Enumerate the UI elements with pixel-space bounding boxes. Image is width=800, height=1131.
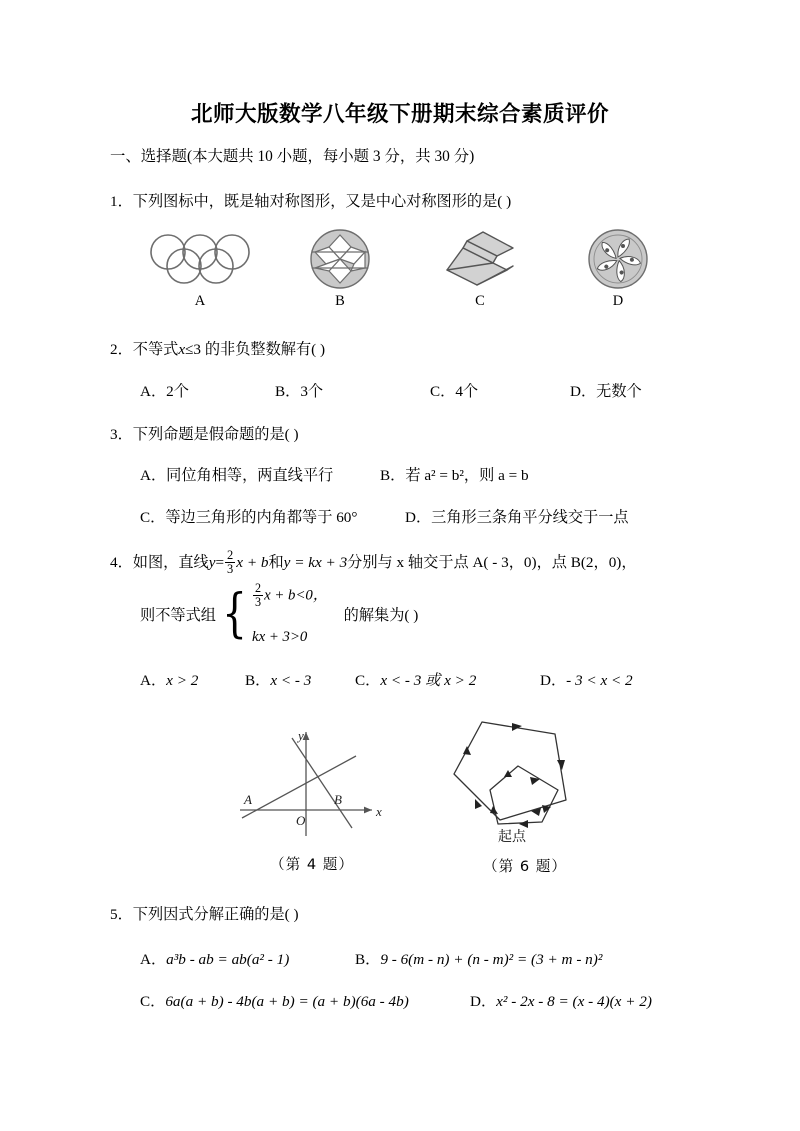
option-letter: B．	[355, 951, 381, 968]
y-axis-label: y	[298, 728, 304, 743]
question-3-text: 下列命题是假命题的是( )	[132, 426, 299, 443]
system-line-2	[252, 629, 328, 646]
question-4-equals: =	[215, 554, 225, 572]
question-4-and: 和	[268, 554, 284, 572]
question-4-y: y	[208, 554, 216, 572]
coordinate-lines-svg	[222, 718, 402, 846]
question-1-stem	[110, 192, 511, 212]
question-2-option-c[interactable]	[430, 382, 570, 402]
page-title: 北师大版数学八年级下册期末综合素质评价	[190, 102, 609, 127]
option-letter: D．	[540, 672, 567, 689]
option-text: 同位角相等，两直线平行	[166, 467, 334, 484]
start-point-label: 起点	[498, 829, 526, 845]
question-4-lead: 如图，直线	[132, 554, 209, 572]
option-text: 无数个	[596, 383, 642, 400]
option-text: a³b - ab = ab(a² - 1)	[166, 951, 290, 968]
question-4-option-d[interactable]	[540, 671, 633, 691]
question-1-text: 下列图标中，既是轴对称图形，又是中心对称图形的是( )	[132, 193, 512, 210]
nested-pentagons-figure	[430, 708, 620, 876]
question-5-options-line-2	[140, 992, 652, 1012]
icon-option-d-label: D	[612, 293, 624, 309]
question-1-number: 1．	[110, 193, 133, 210]
question-1-icon-options	[0, 228, 800, 328]
icon-option-c-label: C	[475, 293, 485, 309]
question-2-number: 2．	[110, 341, 133, 358]
question-3-option-d[interactable]	[405, 508, 629, 528]
question-3-number: 3．	[110, 426, 133, 443]
point-b-label: B	[334, 792, 342, 807]
question-4-fraction	[225, 549, 235, 576]
option-letter: C．	[140, 509, 166, 526]
question-5-option-b[interactable]	[355, 950, 602, 970]
question-4-xb: x + b	[236, 554, 269, 572]
option-text: x² - 2x - 8 = (x - 4)(x + 2)	[496, 993, 652, 1010]
question-3-options-line-2	[140, 508, 629, 528]
icon-option-a[interactable]	[140, 228, 260, 310]
system-lead-label: 则不等式组	[140, 607, 216, 625]
question-4-option-b[interactable]	[245, 671, 355, 691]
icon-option-b[interactable]	[280, 228, 400, 310]
icon-option-a-label: A	[194, 293, 206, 309]
option-letter: A．	[140, 672, 167, 689]
olympic-rings-icon	[140, 228, 260, 290]
option-letter: D．	[570, 383, 597, 400]
option-letter: C．	[140, 993, 166, 1010]
question-2-variable: x	[178, 341, 186, 358]
option-text: 三角形三条角平分线交于一点	[431, 509, 629, 526]
question-2-option-b[interactable]	[275, 382, 430, 402]
question-2-options	[140, 382, 642, 402]
question-3-option-c[interactable]	[140, 508, 405, 528]
question-5-number: 5．	[110, 906, 133, 923]
question-2-stem	[110, 340, 325, 360]
option-letter: A．	[140, 467, 167, 484]
fraction-numerator: 2	[227, 547, 234, 562]
question-5-option-c[interactable]	[140, 992, 470, 1012]
question-4-inequality-system	[140, 580, 419, 646]
icon-option-b-label: B	[335, 293, 345, 309]
option-text: 等边三角形的内角都等于 60°	[165, 509, 358, 526]
point-a-label: A	[244, 792, 252, 807]
system-tail-label: 的解集为( )	[343, 607, 419, 625]
question-5-text: 下列因式分解正确的是( )	[132, 906, 299, 923]
option-letter: B．	[245, 672, 271, 689]
bauhinia-flower-circle-icon	[558, 228, 678, 290]
question-2-option-a[interactable]	[140, 382, 275, 402]
question-4-tail: 分别与 x 轴交于点 A( - 3，0)，点 B(2，0)，	[347, 554, 637, 572]
question-3-stem	[110, 425, 299, 445]
option-text: - 3 < x < 2	[566, 672, 633, 689]
icon-option-c[interactable]	[420, 228, 540, 310]
option-text: 6a(a + b) - 4b(a + b) = (a + b)(6a - 4b)	[165, 993, 409, 1010]
coordinate-lines-figure	[222, 718, 402, 874]
question-4-options	[140, 671, 633, 691]
question-5-stem	[110, 905, 299, 925]
system-fraction	[253, 582, 263, 608]
fraction-denominator: 3	[227, 561, 234, 576]
option-text: x > 2	[166, 672, 199, 689]
question-3-option-b[interactable]	[380, 466, 529, 486]
question-2-text-prefix: 不等式	[132, 341, 179, 358]
fraction-numerator: 2	[255, 580, 262, 595]
system-lines	[252, 580, 328, 646]
option-letter: D．	[405, 509, 432, 526]
question-2-option-d[interactable]	[570, 382, 642, 402]
system-line-1-rest: x + b<0，	[264, 587, 328, 604]
option-text: 若 a² = b²，则 a = b	[405, 467, 529, 484]
option-letter: C．	[355, 672, 381, 689]
figure-4-caption: （第 4 题）	[270, 856, 354, 873]
option-letter: B．	[275, 383, 301, 400]
option-letter: B．	[380, 467, 406, 484]
figure-6-caption: （第 6 题）	[483, 858, 567, 875]
question-3-option-a[interactable]	[140, 466, 380, 486]
fraction-denominator: 3	[255, 594, 262, 609]
icon-option-d[interactable]	[558, 228, 678, 310]
option-letter: C．	[430, 383, 456, 400]
option-text: 9 - 6(m - n) + (n - m)² = (3 + m - n)²	[380, 951, 603, 968]
system-line-1	[252, 580, 328, 609]
question-2-text-mid: ≤3 的非负整数解有( )	[185, 341, 326, 358]
question-4-eq2: y = kx + 3	[283, 554, 348, 572]
question-3-options-line-1	[140, 466, 529, 486]
option-text: 2个	[166, 383, 189, 400]
option-text: 4个	[455, 383, 479, 400]
section-heading: 一、选择题(本大题共 10 小题，每小题 3 分，共 30 分)	[110, 148, 475, 165]
left-brace-icon: {	[222, 584, 247, 645]
question-5-option-d[interactable]	[470, 992, 652, 1012]
option-text: x < - 3	[270, 672, 312, 689]
option-text: 3个	[300, 383, 324, 400]
system-line-2-text: kx + 3>0	[252, 629, 308, 646]
question-4-number: 4．	[110, 554, 133, 572]
question-4-stem	[110, 547, 637, 577]
suzuki-s-logo-icon	[420, 228, 540, 290]
option-letter: A．	[140, 383, 167, 400]
question-5-option-a[interactable]	[140, 950, 355, 970]
nested-pentagons-svg	[430, 708, 620, 848]
option-text: x < - 3 或 x > 2	[380, 672, 477, 689]
option-letter: A．	[140, 951, 167, 968]
origin-label: O	[296, 813, 306, 828]
option-letter: D．	[470, 993, 497, 1010]
question-4-option-a[interactable]	[140, 671, 245, 691]
hexagon-star-circle-icon	[280, 228, 400, 290]
question-5-options-line-1	[140, 950, 602, 970]
x-axis-label: x	[376, 804, 382, 819]
question-4-option-c[interactable]	[355, 671, 540, 691]
